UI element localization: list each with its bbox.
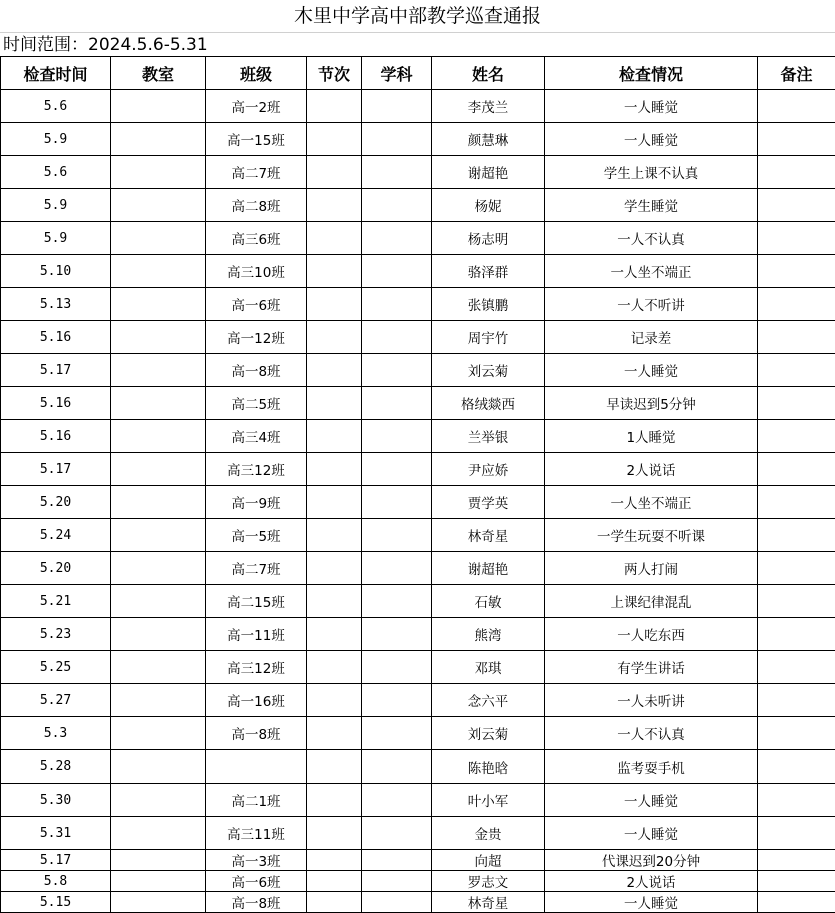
inspection-table xyxy=(0,56,835,913)
cell-note xyxy=(758,519,835,552)
cell-subject xyxy=(362,222,432,255)
cell-note xyxy=(758,255,835,288)
cell-date: 5.16 xyxy=(1,420,111,453)
table-row xyxy=(1,850,835,871)
table-row xyxy=(1,387,835,420)
cell-status: 记录差 xyxy=(545,321,758,354)
cell-name: 邓琪 xyxy=(432,651,545,684)
cell-date: 5.31 xyxy=(1,817,111,850)
table-row xyxy=(1,585,835,618)
cell-subject xyxy=(362,519,432,552)
cell-class xyxy=(206,750,307,784)
cell-subject xyxy=(362,354,432,387)
cell-note xyxy=(758,585,835,618)
cell-class: 高三10班 xyxy=(206,255,307,288)
table-row xyxy=(1,817,835,850)
table-row xyxy=(1,156,835,189)
cell-period xyxy=(307,618,362,651)
cell-room xyxy=(111,717,206,750)
table-row xyxy=(1,222,835,255)
cell-name: 兰举银 xyxy=(432,420,545,453)
cell-room xyxy=(111,850,206,871)
cell-name: 格绒燚西 xyxy=(432,387,545,420)
cell-subject xyxy=(362,892,432,913)
cell-status: 一人坐不端正 xyxy=(545,255,758,288)
cell-name: 骆泽群 xyxy=(432,255,545,288)
cell-date: 5.16 xyxy=(1,321,111,354)
cell-name: 陈艳晗 xyxy=(432,750,545,784)
cell-room xyxy=(111,123,206,156)
cell-subject xyxy=(362,387,432,420)
cell-note xyxy=(758,156,835,189)
cell-period xyxy=(307,222,362,255)
cell-name: 杨妮 xyxy=(432,189,545,222)
header-note: 备注 xyxy=(758,57,835,90)
cell-subject xyxy=(362,420,432,453)
cell-note xyxy=(758,387,835,420)
cell-name: 向超 xyxy=(432,850,545,871)
cell-class: 高一8班 xyxy=(206,892,307,913)
cell-period xyxy=(307,486,362,519)
cell-status: 一人睡觉 xyxy=(545,784,758,817)
cell-note xyxy=(758,288,835,321)
cell-room xyxy=(111,420,206,453)
cell-period xyxy=(307,420,362,453)
cell-room xyxy=(111,288,206,321)
table-row xyxy=(1,90,835,123)
cell-room xyxy=(111,255,206,288)
cell-name: 李茂兰 xyxy=(432,90,545,123)
cell-period xyxy=(307,354,362,387)
cell-room xyxy=(111,321,206,354)
cell-name: 谢超艳 xyxy=(432,156,545,189)
cell-name: 念六平 xyxy=(432,684,545,717)
cell-note xyxy=(758,420,835,453)
cell-class: 高一6班 xyxy=(206,871,307,892)
cell-class: 高二7班 xyxy=(206,156,307,189)
cell-status: 一人吃东西 xyxy=(545,618,758,651)
cell-date: 5.6 xyxy=(1,156,111,189)
table-row xyxy=(1,354,835,387)
cell-subject xyxy=(362,90,432,123)
cell-class: 高三12班 xyxy=(206,453,307,486)
cell-subject xyxy=(362,585,432,618)
cell-period xyxy=(307,750,362,784)
cell-date: 5.17 xyxy=(1,354,111,387)
cell-room xyxy=(111,750,206,784)
cell-note xyxy=(758,651,835,684)
cell-note xyxy=(758,871,835,892)
table-row xyxy=(1,618,835,651)
cell-note xyxy=(758,453,835,486)
cell-subject xyxy=(362,871,432,892)
table-row xyxy=(1,750,835,784)
cell-note xyxy=(758,817,835,850)
time-range: 时间范围：2024.5.6-5.31 xyxy=(0,32,835,56)
cell-date: 5.24 xyxy=(1,519,111,552)
table-row xyxy=(1,420,835,453)
cell-subject xyxy=(362,750,432,784)
header-room: 教室 xyxy=(111,57,206,90)
cell-name: 谢超艳 xyxy=(432,552,545,585)
cell-room xyxy=(111,618,206,651)
cell-date: 5.9 xyxy=(1,222,111,255)
cell-date: 5.17 xyxy=(1,453,111,486)
cell-period xyxy=(307,817,362,850)
cell-subject xyxy=(362,618,432,651)
cell-period xyxy=(307,784,362,817)
cell-class: 高三12班 xyxy=(206,651,307,684)
table-row xyxy=(1,189,835,222)
cell-room xyxy=(111,892,206,913)
cell-status: 一人未听讲 xyxy=(545,684,758,717)
cell-period xyxy=(307,123,362,156)
cell-note xyxy=(758,784,835,817)
cell-name: 颜慧琳 xyxy=(432,123,545,156)
cell-period xyxy=(307,288,362,321)
cell-subject xyxy=(362,684,432,717)
cell-status: 上课纪律混乱 xyxy=(545,585,758,618)
cell-status: 2人说话 xyxy=(545,453,758,486)
cell-subject xyxy=(362,321,432,354)
cell-note xyxy=(758,321,835,354)
cell-subject xyxy=(362,552,432,585)
table-row xyxy=(1,684,835,717)
cell-note xyxy=(758,850,835,871)
cell-name: 熊湾 xyxy=(432,618,545,651)
cell-status: 代课迟到20分钟 xyxy=(545,850,758,871)
cell-class: 高二15班 xyxy=(206,585,307,618)
cell-status: 一学生玩耍不听课 xyxy=(545,519,758,552)
cell-note xyxy=(758,222,835,255)
cell-room xyxy=(111,552,206,585)
cell-date: 5.15 xyxy=(1,892,111,913)
cell-class: 高一16班 xyxy=(206,684,307,717)
cell-status: 一人睡觉 xyxy=(545,817,758,850)
cell-period xyxy=(307,651,362,684)
cell-status: 一人睡觉 xyxy=(545,892,758,913)
cell-name: 刘云菊 xyxy=(432,354,545,387)
cell-name: 叶小军 xyxy=(432,784,545,817)
cell-class: 高一11班 xyxy=(206,618,307,651)
cell-room xyxy=(111,156,206,189)
table-row xyxy=(1,288,835,321)
cell-status: 一人坐不端正 xyxy=(545,486,758,519)
cell-period xyxy=(307,189,362,222)
cell-date: 5.21 xyxy=(1,585,111,618)
cell-subject xyxy=(362,189,432,222)
cell-name: 林奇星 xyxy=(432,519,545,552)
cell-room xyxy=(111,222,206,255)
cell-note xyxy=(758,90,835,123)
cell-class: 高一8班 xyxy=(206,354,307,387)
cell-period xyxy=(307,255,362,288)
cell-subject xyxy=(362,156,432,189)
cell-name: 贾学英 xyxy=(432,486,545,519)
cell-status: 一人不认真 xyxy=(545,222,758,255)
cell-date: 5.9 xyxy=(1,189,111,222)
header-subject: 学科 xyxy=(362,57,432,90)
table-row xyxy=(1,651,835,684)
cell-class: 高一8班 xyxy=(206,717,307,750)
cell-date: 5.17 xyxy=(1,850,111,871)
cell-class: 高三6班 xyxy=(206,222,307,255)
table-row xyxy=(1,255,835,288)
cell-class: 高一5班 xyxy=(206,519,307,552)
cell-date: 5.23 xyxy=(1,618,111,651)
cell-name: 罗志文 xyxy=(432,871,545,892)
cell-note xyxy=(758,892,835,913)
cell-period xyxy=(307,585,362,618)
cell-name: 周宇竹 xyxy=(432,321,545,354)
table-row xyxy=(1,784,835,817)
cell-period xyxy=(307,453,362,486)
cell-subject xyxy=(362,717,432,750)
header-date: 检查时间 xyxy=(1,57,111,90)
cell-note xyxy=(758,717,835,750)
cell-class: 高一3班 xyxy=(206,850,307,871)
cell-status: 有学生讲话 xyxy=(545,651,758,684)
cell-class: 高二1班 xyxy=(206,784,307,817)
cell-class: 高一9班 xyxy=(206,486,307,519)
cell-class: 高二5班 xyxy=(206,387,307,420)
cell-note xyxy=(758,189,835,222)
cell-class: 高一12班 xyxy=(206,321,307,354)
cell-subject xyxy=(362,255,432,288)
cell-period xyxy=(307,519,362,552)
header-period: 节次 xyxy=(307,57,362,90)
cell-status: 监考耍手机 xyxy=(545,750,758,784)
cell-room xyxy=(111,453,206,486)
cell-class: 高三11班 xyxy=(206,817,307,850)
cell-subject xyxy=(362,784,432,817)
table-row xyxy=(1,123,835,156)
cell-period xyxy=(307,387,362,420)
cell-status: 两人打闹 xyxy=(545,552,758,585)
cell-period xyxy=(307,684,362,717)
cell-room xyxy=(111,354,206,387)
cell-date: 5.13 xyxy=(1,288,111,321)
cell-subject xyxy=(362,486,432,519)
cell-subject xyxy=(362,453,432,486)
cell-date: 5.28 xyxy=(1,750,111,784)
cell-date: 5.8 xyxy=(1,871,111,892)
cell-room xyxy=(111,684,206,717)
cell-status: 1人睡觉 xyxy=(545,420,758,453)
cell-status: 早读迟到5分钟 xyxy=(545,387,758,420)
cell-period xyxy=(307,871,362,892)
cell-period xyxy=(307,156,362,189)
cell-date: 5.16 xyxy=(1,387,111,420)
header-class: 班级 xyxy=(206,57,307,90)
table-row xyxy=(1,871,835,892)
cell-period xyxy=(307,850,362,871)
cell-date: 5.25 xyxy=(1,651,111,684)
cell-period xyxy=(307,717,362,750)
report-title: 木里中学高中部教学巡查通报 xyxy=(0,0,835,32)
cell-note xyxy=(758,684,835,717)
cell-subject xyxy=(362,850,432,871)
cell-status: 一人睡觉 xyxy=(545,90,758,123)
table-header-row xyxy=(1,57,835,90)
cell-date: 5.20 xyxy=(1,486,111,519)
table-body xyxy=(1,90,835,913)
cell-period xyxy=(307,892,362,913)
cell-name: 杨志明 xyxy=(432,222,545,255)
table-row xyxy=(1,519,835,552)
cell-room xyxy=(111,651,206,684)
cell-class: 高二7班 xyxy=(206,552,307,585)
table-row xyxy=(1,486,835,519)
cell-room xyxy=(111,519,206,552)
cell-room xyxy=(111,189,206,222)
cell-class: 高三4班 xyxy=(206,420,307,453)
cell-room xyxy=(111,871,206,892)
cell-class: 高一15班 xyxy=(206,123,307,156)
cell-note xyxy=(758,123,835,156)
cell-name: 尹应娇 xyxy=(432,453,545,486)
header-name: 姓名 xyxy=(432,57,545,90)
cell-name: 林奇星 xyxy=(432,892,545,913)
cell-status: 一人不听讲 xyxy=(545,288,758,321)
cell-room xyxy=(111,90,206,123)
cell-note xyxy=(758,618,835,651)
cell-room xyxy=(111,585,206,618)
cell-status: 学生睡觉 xyxy=(545,189,758,222)
table-row xyxy=(1,892,835,913)
cell-note xyxy=(758,552,835,585)
cell-status: 一人睡觉 xyxy=(545,354,758,387)
cell-date: 5.10 xyxy=(1,255,111,288)
cell-date: 5.20 xyxy=(1,552,111,585)
cell-status: 学生上课不认真 xyxy=(545,156,758,189)
table-row xyxy=(1,552,835,585)
cell-room xyxy=(111,817,206,850)
cell-room xyxy=(111,387,206,420)
cell-class: 高二8班 xyxy=(206,189,307,222)
table-row xyxy=(1,717,835,750)
cell-room xyxy=(111,486,206,519)
cell-note xyxy=(758,354,835,387)
cell-name: 张镇鹏 xyxy=(432,288,545,321)
cell-date: 5.9 xyxy=(1,123,111,156)
cell-note xyxy=(758,486,835,519)
cell-class: 高一6班 xyxy=(206,288,307,321)
cell-class: 高一2班 xyxy=(206,90,307,123)
cell-subject xyxy=(362,123,432,156)
cell-name: 刘云菊 xyxy=(432,717,545,750)
cell-period xyxy=(307,321,362,354)
cell-date: 5.6 xyxy=(1,90,111,123)
table-row xyxy=(1,321,835,354)
cell-status: 2人说话 xyxy=(545,871,758,892)
cell-period xyxy=(307,552,362,585)
cell-note xyxy=(758,750,835,784)
cell-subject xyxy=(362,288,432,321)
header-status: 检查情况 xyxy=(545,57,758,90)
cell-name: 金贵 xyxy=(432,817,545,850)
cell-subject xyxy=(362,817,432,850)
table-row xyxy=(1,453,835,486)
cell-date: 5.30 xyxy=(1,784,111,817)
cell-subject xyxy=(362,651,432,684)
cell-date: 5.3 xyxy=(1,717,111,750)
cell-name: 石敏 xyxy=(432,585,545,618)
cell-period xyxy=(307,90,362,123)
cell-date: 5.27 xyxy=(1,684,111,717)
cell-status: 一人睡觉 xyxy=(545,123,758,156)
cell-status: 一人不认真 xyxy=(545,717,758,750)
cell-room xyxy=(111,784,206,817)
